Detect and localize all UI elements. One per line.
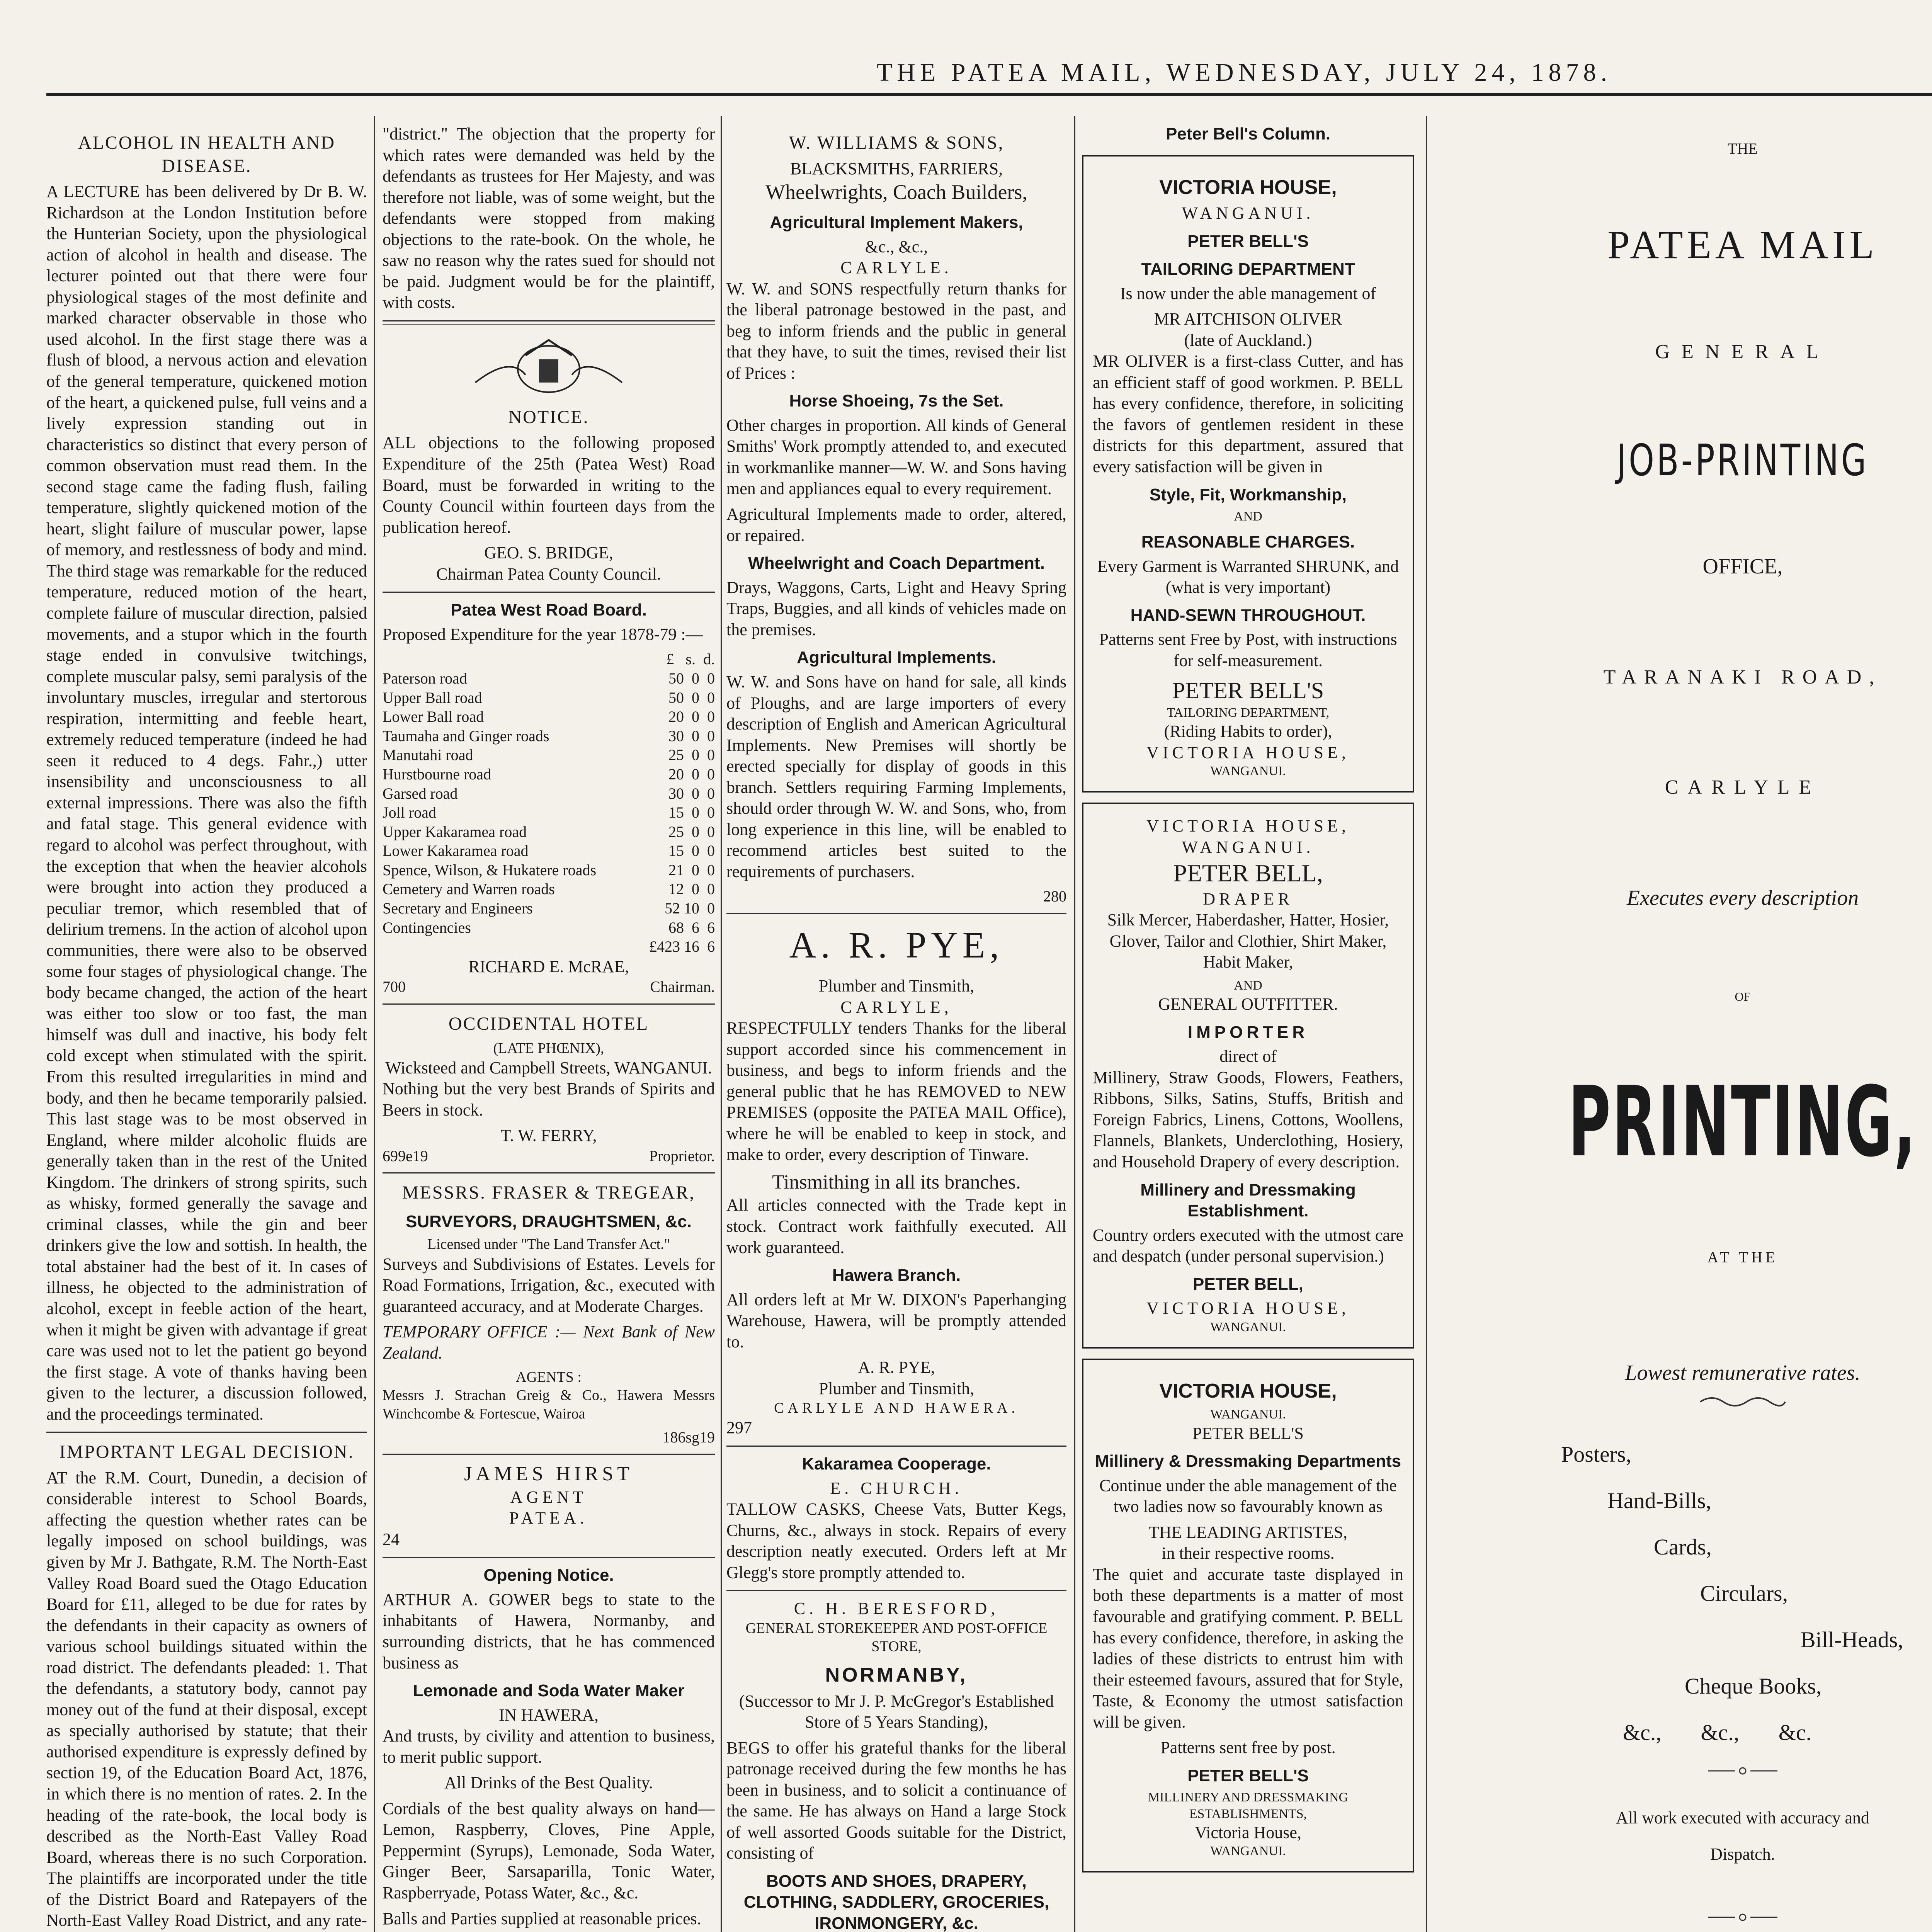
opening-title: Opening Notice. — [483, 1566, 614, 1585]
b3-body: Continue under the able management of the two ladies now so favourably known as — [1099, 1476, 1397, 1516]
road-row — [383, 918, 715, 937]
road-row-item: Manutahi road — [383, 746, 473, 764]
williams-place: CARLYLE. — [840, 258, 952, 277]
road-signature: RICHARD E. McRAE, — [468, 957, 629, 976]
opening-body: Balls and Parties supplied at reasonable prices. — [383, 1909, 701, 1928]
road-row-item: Garsed road — [383, 784, 458, 802]
divider — [383, 1557, 715, 1558]
column-3 — [726, 124, 1066, 1932]
road-row-amount: 25 0 0 — [668, 823, 715, 840]
road-row — [383, 765, 715, 784]
williams-ref: 280 — [1043, 888, 1066, 905]
column-5 — [1437, 124, 1932, 1932]
divider-ornament-icon — [1708, 1765, 1777, 1777]
article-body: AT the R.M. Court, Dunedin, a decision of considerable interest to School Boards, affecting the question whether rates can be legally imposed on school buildings, was given by Mr J. Bathgate, R.M. The North-East Valley Road Board sued the Otago Education Board for £11, alleged to be due for rates by the defendants in their capacity as owners of various school buildings situated within the road district. The defendants pleaded: 1. That the defendants, a statutory body, cannot pay money out of the fund at their disposal, except as specially authorised by statute; that their authorised expenditure is expressly defined by section 19, of the Education Board Act, 1876, in which there is no mention of rates. 2. In the heading of the rate-book, the local body is described as the North-East Valley Road Board, whereas there is no such Corporation. The plaintiffs are incorporated under the title of the District Board and Ratepayers of the North-East Valley Road District, and any rate- — [46, 1468, 367, 1930]
hotel-signature: T. W. FERRY, — [500, 1126, 597, 1145]
b2-and: AND — [1234, 978, 1262, 993]
opening-body: Cordials of the best quality always on hand—Lemon, Raspberry, Cloves, Pine Apple, Peppermint (Syrups), Lemonade, Soda Water, Ginger Beer, Sarsaparilla, Tonic Water, Raspberryade, Potass Water, &c., &c. — [383, 1799, 715, 1902]
jp-item: &c., &c., &c. — [1623, 1719, 1812, 1745]
b3-place: WANGANUI. — [1210, 1407, 1286, 1422]
b1-signature: VICTORIA HOUSE, — [1146, 743, 1350, 762]
jp-accuracy: All work executed with accuracy and — [1616, 1808, 1870, 1827]
road-row-amount: 15 0 0 — [668, 842, 715, 860]
road-row-amount: 21 0 0 — [668, 861, 715, 879]
beres-successor: (Successor to Mr J. P. McGregor's Established Store of 5 Years Standing), — [739, 1691, 1054, 1732]
b3-signature: PETER BELL'S — [1187, 1766, 1309, 1785]
road-row-item: Cemetery and Warren roads — [383, 880, 555, 898]
williams-body: W. W. and SONS respectfully return thanks for the liberal patronage bestowed in the past, and beg to inform friends and the public in general that they have, to suit the times, revised their list of Prices : — [726, 279, 1066, 383]
road-row-amount: 25 0 0 — [668, 746, 715, 764]
pye-signature: A. R. PYE, — [858, 1358, 935, 1377]
divider — [726, 1446, 1066, 1447]
jp-job-printing: JOB-PRINTING — [1617, 435, 1869, 486]
jp-items — [1437, 1440, 1932, 1746]
fraser-office: TEMPORARY OFFICE :— Next Bank of New Zealand. — [383, 1322, 715, 1362]
road-table-header: £ s. d. — [666, 650, 715, 668]
b1-body: Is now under the able management of — [1120, 284, 1376, 303]
column-2 — [383, 124, 715, 1932]
hotel-title: OCCIDENTAL HOTEL — [448, 1014, 649, 1034]
road-row-amount: 12 0 0 — [668, 880, 715, 898]
road-row-amount: 15 0 0 — [668, 804, 715, 821]
wheel-body: Drays, Waggons, Carts, Light and Heavy Spring Traps, Buggies, and all kinds of vehicles made on the premises. — [726, 578, 1066, 639]
pye-hawera: Hawera Branch. — [832, 1266, 961, 1285]
agri-body: Agricultural Implements made to order, altered, or repaired. — [726, 505, 1066, 545]
b1-signature: (Riding Habits to order), — [1164, 722, 1332, 741]
column-divider — [1426, 116, 1427, 1932]
masthead: THE PATEA MAIL, WEDNESDAY, JULY 24, 1878. — [876, 58, 1612, 87]
b2-body: Country orders executed with the utmost care and despatch (under personal supervision.) — [1093, 1225, 1403, 1266]
hirst-name: JAMES HIRST — [464, 1463, 633, 1485]
horse-title: Horse Shoeing, 7s the Set. — [789, 391, 1004, 411]
pye-signature: Plumber and Tinsmith, — [818, 1379, 975, 1398]
road-row-amount: 20 0 0 — [668, 765, 715, 783]
divider — [383, 1454, 715, 1455]
b2-body: Silk Mercer, Haberdasher, Hatter, Hosier, Glover, Tailor and Clothier, Shirt Maker, Habit Maker, — [1107, 910, 1389, 972]
b2-name: PETER BELL, — [1173, 859, 1323, 887]
williams-trades: BLACKSMITHS, FARRIERS, — [790, 159, 1003, 178]
road-row — [383, 861, 715, 880]
column-4 — [1082, 124, 1414, 1932]
b3-body: The quiet and accurate taste displayed in both these departments is a matter of most favourable and gratifying comment. P. BELL has every confidence, therefore, in asking the ladies of these districts to entrust him with their esteemed favours, assured that for Style, Taste, & Economy the utmost satisfaction will be given. — [1093, 1565, 1403, 1731]
opening-body: All Drinks of the Best Quality. — [444, 1773, 653, 1793]
b1-signature: PETER BELL'S — [1172, 677, 1324, 703]
coop-name: E. CHURCH. — [830, 1478, 963, 1498]
hirst-ref: 24 — [383, 1529, 400, 1549]
jp-carlyle: CARLYLE — [1665, 776, 1821, 798]
jp-item: Posters, — [1561, 1442, 1632, 1467]
b1-patterns: Patterns sent Free by Post, with instructions for self-measurement. — [1099, 630, 1397, 670]
fraser-body: Surveys and Subdivisions of Estates. Levels for Road Formations, Irrigation, &c., executed with guaranteed accuracy, and at Moderate Charges. — [383, 1254, 715, 1316]
b2-direct: direct of — [1219, 1047, 1277, 1066]
road-row-item: Taumaha and Ginger roads — [383, 727, 549, 745]
road-row-item: Upper Ball road — [383, 689, 482, 706]
b2-place: WANGANUI. — [1182, 837, 1315, 857]
b1-place: WANGANUI. — [1182, 204, 1315, 223]
williams-trades: Wheelwrights, Coach Builders, — [765, 180, 1027, 204]
fraser-agents-list: Messrs J. Strachan Greig & Co., Hawera Messrs Winchcombe & Fortescue, Wairoa — [383, 1387, 715, 1422]
road-row — [383, 688, 715, 707]
jp-lowest: Lowest remunerative rates. — [1625, 1361, 1861, 1385]
b1-late: (late of Auckland.) — [1184, 330, 1312, 350]
road-row-item: Lower Ball road — [383, 708, 484, 726]
hotel-address: Wicksteed and Campbell Streets, WANGANUI. — [385, 1058, 712, 1077]
b1-hand: HAND-SEWN THROUGHOUT. — [1130, 605, 1366, 625]
jp-item: Circulars, — [1700, 1581, 1788, 1606]
pye-body: All orders left at Mr W. DIXON's Paperhanging Warehouse, Hawera, will be promptly attended to. — [726, 1290, 1066, 1351]
road-row-item: Contingencies — [383, 918, 471, 936]
road-row — [383, 669, 715, 688]
jp-paper-name: PATEA MAIL — [1607, 222, 1878, 267]
notice-signature-role: Chairman Patea County Council. — [436, 564, 661, 583]
b2-signature: VICTORIA HOUSE, — [1146, 1299, 1350, 1318]
hotel-signature-role: 699e19 Proprietor. — [383, 1147, 715, 1165]
divider — [726, 1590, 1066, 1591]
article-title: IMPORTANT LEGAL DECISION. — [59, 1442, 354, 1463]
jp-of: OF — [1735, 989, 1751, 1003]
divider — [383, 1172, 715, 1173]
tailoring-advert — [1082, 155, 1414, 793]
fraser-ref: 186sg19 — [662, 1428, 715, 1446]
road-row-amount: 68 6 6 — [668, 918, 715, 936]
b1-and: AND — [1234, 509, 1262, 524]
beres-title: C. H. BERESFORD, — [794, 1599, 999, 1618]
road-row-amount: 50 0 0 — [668, 669, 715, 687]
agri-title: Agricultural Implements. — [797, 648, 996, 667]
williams-title: W. WILLIAMS & SONS, — [789, 133, 1004, 153]
notice-title: NOTICE. — [508, 406, 589, 427]
b1-style: Style, Fit, Workmanship, — [1149, 485, 1347, 504]
b3-signature: MILLINERY AND DRESSMAKING ESTABLISHMENTS, — [1148, 1790, 1349, 1821]
divider-ornament-icon — [1708, 1912, 1777, 1923]
road-row — [383, 841, 715, 861]
road-row-amount: 52 10 0 — [665, 900, 715, 917]
article-continuation: "district." The objection that the property for which rates were demanded was held by the defendants as trustees for Her Majesty, and was therefore not liable, was of some weight, but the defendants were stopped from making objections to the rate-book. On the whole, he saw no reason why the rates sued for should not be paid. Judgment would be for the plaintiff, with costs. — [383, 124, 715, 312]
b1-title: VICTORIA HOUSE, — [1159, 176, 1337, 199]
b2-outfitter: GENERAL OUTFITTER. — [1158, 995, 1338, 1014]
jp-dispatch: Dispatch. — [1710, 1845, 1775, 1864]
jp-general: GENERAL — [1655, 340, 1830, 363]
jp-printing: PRINTING, — [1568, 1066, 1917, 1179]
notice-body: ALL objections to the following proposed Expenditure of the 25th (Patea West) Road Board, must be forwarded in writing to the County Council within fourteen days from the publication hereof. — [383, 433, 715, 537]
road-row — [383, 707, 715, 726]
b2-signature: WANGANUI. — [1210, 1320, 1286, 1334]
road-row-item: Lower Kakaramea road — [383, 842, 529, 860]
horse-body: Other charges in proportion. All kinds of General Smiths' Work promptly attended to, and executed in workmanlike manner—W. W. and Sons having men and appliances equal to every requirement. — [726, 415, 1066, 498]
article-body: A LECTURE has been delivered by Dr B. W. Richardson at the London Institution before the Hunterian Society, upon the physiological action of alcohol in health and disease. The lecturer pointed out that there were four physiological stages of the most definite and marked character observable in those who used alcohol. In the first stage there was a flush of blood, a nervous action and elevation of the general temperature, quickened motion of the heart, a quickened pulse, full veins and a lively expression standing out in characteristics so distinct that every person of common observation must read them. In the second stage came the fading flush, failing temperature, slightly quickened motion of the heart, slight failure of muscular power, lapse of memory, and restlessness of body and mind. The third stage was remarkable for the reduced temperature, reduced motion of the heart, complete failure of muscular direction, palsied movements, and a stupor which in the fourth stage ended in convulsive twitchings, complete muscular palsy, semi paralysis of the involuntary muscles, irregular and stertorous respiration, intermitting and feeble heart, extremely reduced temperature (indeed he had seen it reduced to 4 degs. Fahr.,) utter insensibility and unconsciousness to all external impressions. There was also the fifth and fatal stage. This general evidence with regard to alcohol was perfect throughout, with the exception that when the heavier alcohols were brought into action they produced a peculiar tremor, which resembled that of delirium tremens. In the action of alcohol upon communities, there were also to be observed some four stages of physiological change. The body became changed, the action of the heart was either too slow or too fast, the man himself was dull and inactive, his body felt cold except when stimulated with the spirit. From this resulted irregularities in mind and body, and then he became temporarily palsied. This last stage was to be most observed in England, where milder alcoholic fluids are generally taken than in the rest of the United Kingdom. The drinkers of strong spirits, such as whisky, formed generally the savage and criminal classes, while the gin and beer drinkers give the low and sottish. In health, the total abstainer had the best of it. In cases of illness, he objected to the administration of alcohol, except in feeble action of the heart, when it might be given with advantage if great care was used not to let the patient go beyond the first stage. A vote of thanks having been given to the lecturer, a discussion followed, and the proceedings terminated. — [46, 182, 367, 1423]
coop-title: Kakaramea Cooperage. — [802, 1454, 991, 1474]
b3-signature: Victoria House, — [1195, 1823, 1301, 1842]
coop-body: TALLOW CASKS, Cheese Vats, Butter Kegs, Churns, &c., always in stock. Repairs of every description neatly executed. Orders left at Mr Glegg's store promptly attended to. — [726, 1500, 1066, 1582]
column-divider — [374, 116, 375, 1932]
road-row — [383, 899, 715, 918]
agri-body: W. W. and Sons have on hand for sale, all kinds of Ploughs, and are large importers of every description of English and American Agricultural Implements. New Premises will shortly be erected specially for display of goods in this branch. Settlers requiring Farming Implements, should order through W. W. and Sons, who, from long experience in this line, will be enabled to recommend articles best suited to the requirements of purchasers. — [726, 672, 1066, 881]
b3-dept: Millinery & Dressmaking Departments — [1095, 1452, 1401, 1471]
b1-body: Every Garment is Warranted SHRUNK, and (what is very important) — [1097, 556, 1399, 597]
column-divider — [721, 116, 722, 1932]
b2-body: Millinery, Straw Goods, Flowers, Feathers, Ribbons, Silks, Satins, Stuffs, British and Foreign Fabrics, Linens, Cottons, Woollens, Flannels, Blankets, Underclothing, Hosiery, and Household Drapery of every description. — [1093, 1068, 1403, 1171]
road-row-item: Spence, Wilson, & Hukatere roads — [383, 861, 597, 879]
pye-tinsmithing: Tinsmithing in all its branches. — [772, 1171, 1021, 1193]
fraser-licence: Licensed under "The Land Transfer Act." — [427, 1236, 670, 1253]
williams-trades: Agricultural Implement Makers, — [770, 213, 1023, 232]
wave-ornament-icon — [1696, 1394, 1789, 1410]
column-divider — [1074, 116, 1075, 1932]
road-row-amount: 30 0 0 — [668, 784, 715, 802]
hirst-agent: AGENT — [510, 1487, 587, 1507]
hotel-subtitle: (LATE PHŒNIX), — [493, 1040, 604, 1056]
road-row — [383, 745, 715, 765]
road-row-amount: 20 0 0 — [668, 708, 715, 726]
opening-trade: Lemonade and Soda Water Maker — [413, 1681, 685, 1701]
b1-signature: TAILORING DEPARTMENT, — [1167, 705, 1330, 720]
pye-place: CARLYLE, — [840, 997, 952, 1017]
wheel-title: Wheelwright and Coach Department. — [748, 554, 1045, 573]
b1-body: MR OLIVER is a first-class Cutter, and has an efficient staff of good workmen. P. BELL has every confidence, therefore, in soliciting the favors of gentlemen resident in these districts for this department, assured that every satisfaction will be given in — [1093, 352, 1403, 476]
divider — [383, 320, 715, 325]
b3-patterns: Patterns sent free by post. — [1160, 1738, 1336, 1757]
jp-at-the: AT THE — [1707, 1248, 1778, 1266]
jp-item: Bill-Heads, — [1801, 1627, 1903, 1653]
beres-subtitle: GENERAL STOREKEEPER AND POST-OFFICE STORE, — [745, 1620, 1048, 1655]
hirst-place: PATEA. — [509, 1509, 588, 1528]
b3-title: VICTORIA HOUSE, — [1159, 1379, 1337, 1402]
b2-signature: PETER BELL, — [1192, 1274, 1304, 1294]
notice-signature: GEO. S. BRIDGE, — [484, 543, 613, 563]
pye-subtitle: Plumber and Tinsmith, — [818, 976, 975, 996]
road-row — [383, 879, 715, 899]
road-row-item: Hurstbourne road — [383, 765, 492, 783]
jp-office: OFFICE, — [1702, 554, 1783, 578]
millinery-advert — [1082, 1359, 1414, 1872]
road-row-amount: 30 0 0 — [668, 727, 715, 745]
road-board-subtitle: Proposed Expenditure for the year 1878-79 :— — [383, 624, 703, 644]
road-row-item: Joll road — [383, 804, 436, 821]
road-row-item: Paterson road — [383, 669, 467, 687]
b2-millinery: Millinery and Dressmaking Establishment. — [1140, 1180, 1356, 1221]
pye-signature: CARLYLE AND HAWERA. — [774, 1400, 1019, 1417]
pye-body: RESPECTFULLY tenders Thanks for the liberal support accorded since his commencement in business, and begs to inform friends and the general public that he has REMOVED to NEW PREMISES (opposite the PATEA MAIL Office), where he will be enabled to keep in stock, and make to order, every description of Tinware. — [726, 1019, 1066, 1164]
draper-advert — [1082, 803, 1414, 1349]
fraser-subtitle: SURVEYORS, DRAUGHTSMEN, &c. — [406, 1212, 692, 1231]
b2-importer: IMPORTER — [1187, 1022, 1309, 1042]
road-row — [383, 784, 715, 803]
b2-title: VICTORIA HOUSE, — [1146, 816, 1350, 836]
jp-item: Cards, — [1654, 1534, 1712, 1560]
b1-name: PETER BELL'S — [1187, 231, 1309, 251]
column-title: Peter Bell's Column. — [1165, 124, 1331, 143]
pye-ref: 297 — [726, 1418, 752, 1437]
jp-executes: Executes every description — [1626, 886, 1859, 910]
opening-body: And trusts, by civility and attention to business, to merit public support. — [383, 1726, 715, 1767]
royal-crest-icon — [468, 332, 630, 398]
road-row-item: Upper Kakaramea road — [383, 823, 527, 840]
b3-signature: WANGANUI. — [1210, 1844, 1286, 1859]
b1-manager: MR AITCHISON OLIVER — [1154, 310, 1342, 329]
beres-body: BEGS to offer his grateful thanks for the liberal patronage received during the few months he has been in business, and to solicit a continuance of the same. He has always on Hand a large Stock of well assorted Goods suitable for the District, consisting of — [726, 1738, 1066, 1863]
jp-item: Cheque Books, — [1685, 1673, 1822, 1699]
road-board-title: Patea West Road Board. — [451, 600, 647, 620]
williams-etc: &c., &c., — [865, 237, 928, 256]
divider — [383, 592, 715, 593]
fraser-agents: AGENTS : — [516, 1369, 582, 1386]
divider — [46, 1432, 367, 1433]
jp-the: THE — [1728, 140, 1758, 157]
road-row — [383, 803, 715, 822]
road-row — [383, 822, 715, 842]
road-row — [383, 726, 715, 746]
b3-artistes: THE LEADING ARTISTES, — [1148, 1522, 1348, 1542]
b2-trade: DRAPER — [1203, 889, 1293, 908]
fraser-title: MESSRS. FRASER & TREGEAR, — [402, 1182, 696, 1203]
road-row-amount: 50 0 0 — [668, 689, 715, 706]
b1-charges: REASONABLE CHARGES. — [1141, 532, 1355, 552]
road-total: £423 16 6 — [649, 938, 715, 956]
b3-rooms: in their respective rooms. — [1162, 1544, 1335, 1563]
road-signature-role: 700 Chairman. — [383, 978, 715, 996]
road-expenditure-table — [383, 669, 715, 937]
masthead-rule — [46, 93, 1932, 96]
opening-place: IN HAWERA, — [499, 1705, 599, 1725]
hotel-body: Nothing but the very best Brands of Spirits and Beers in stock. — [383, 1079, 715, 1119]
column-1 — [46, 124, 367, 1932]
jp-road: TARANAKI ROAD, — [1603, 666, 1882, 689]
beres-place: NORMANBY, — [825, 1664, 968, 1687]
pye-title: A. R. PYE, — [789, 924, 1004, 966]
divider — [383, 1003, 715, 1005]
jp-item: Hand-Bills, — [1607, 1488, 1712, 1514]
b1-dept: TAILORING DEPARTMENT — [1141, 260, 1355, 279]
divider — [726, 913, 1066, 914]
beres-goods: BOOTS AND SHOES, DRAPERY, CLOTHING, SADDLERY, GROCERIES, IRONMONGERY, &c. — [743, 1871, 1049, 1932]
pye-body: All articles connected with the Trade kept in stock. Contract work faithfully executed. All work guaranteed. — [726, 1196, 1066, 1257]
b1-signature: WANGANUI. — [1210, 764, 1286, 779]
road-row-item: Secretary and Engineers — [383, 900, 533, 917]
article-title: ALCOHOL IN HEALTH AND DISEASE. — [78, 133, 336, 176]
opening-body: ARTHUR A. GOWER begs to state to the inhabitants of Hawera, Normanby, and surrounding districts, that he has commenced business as — [383, 1590, 715, 1672]
b3-name: PETER BELL'S — [1192, 1423, 1304, 1443]
